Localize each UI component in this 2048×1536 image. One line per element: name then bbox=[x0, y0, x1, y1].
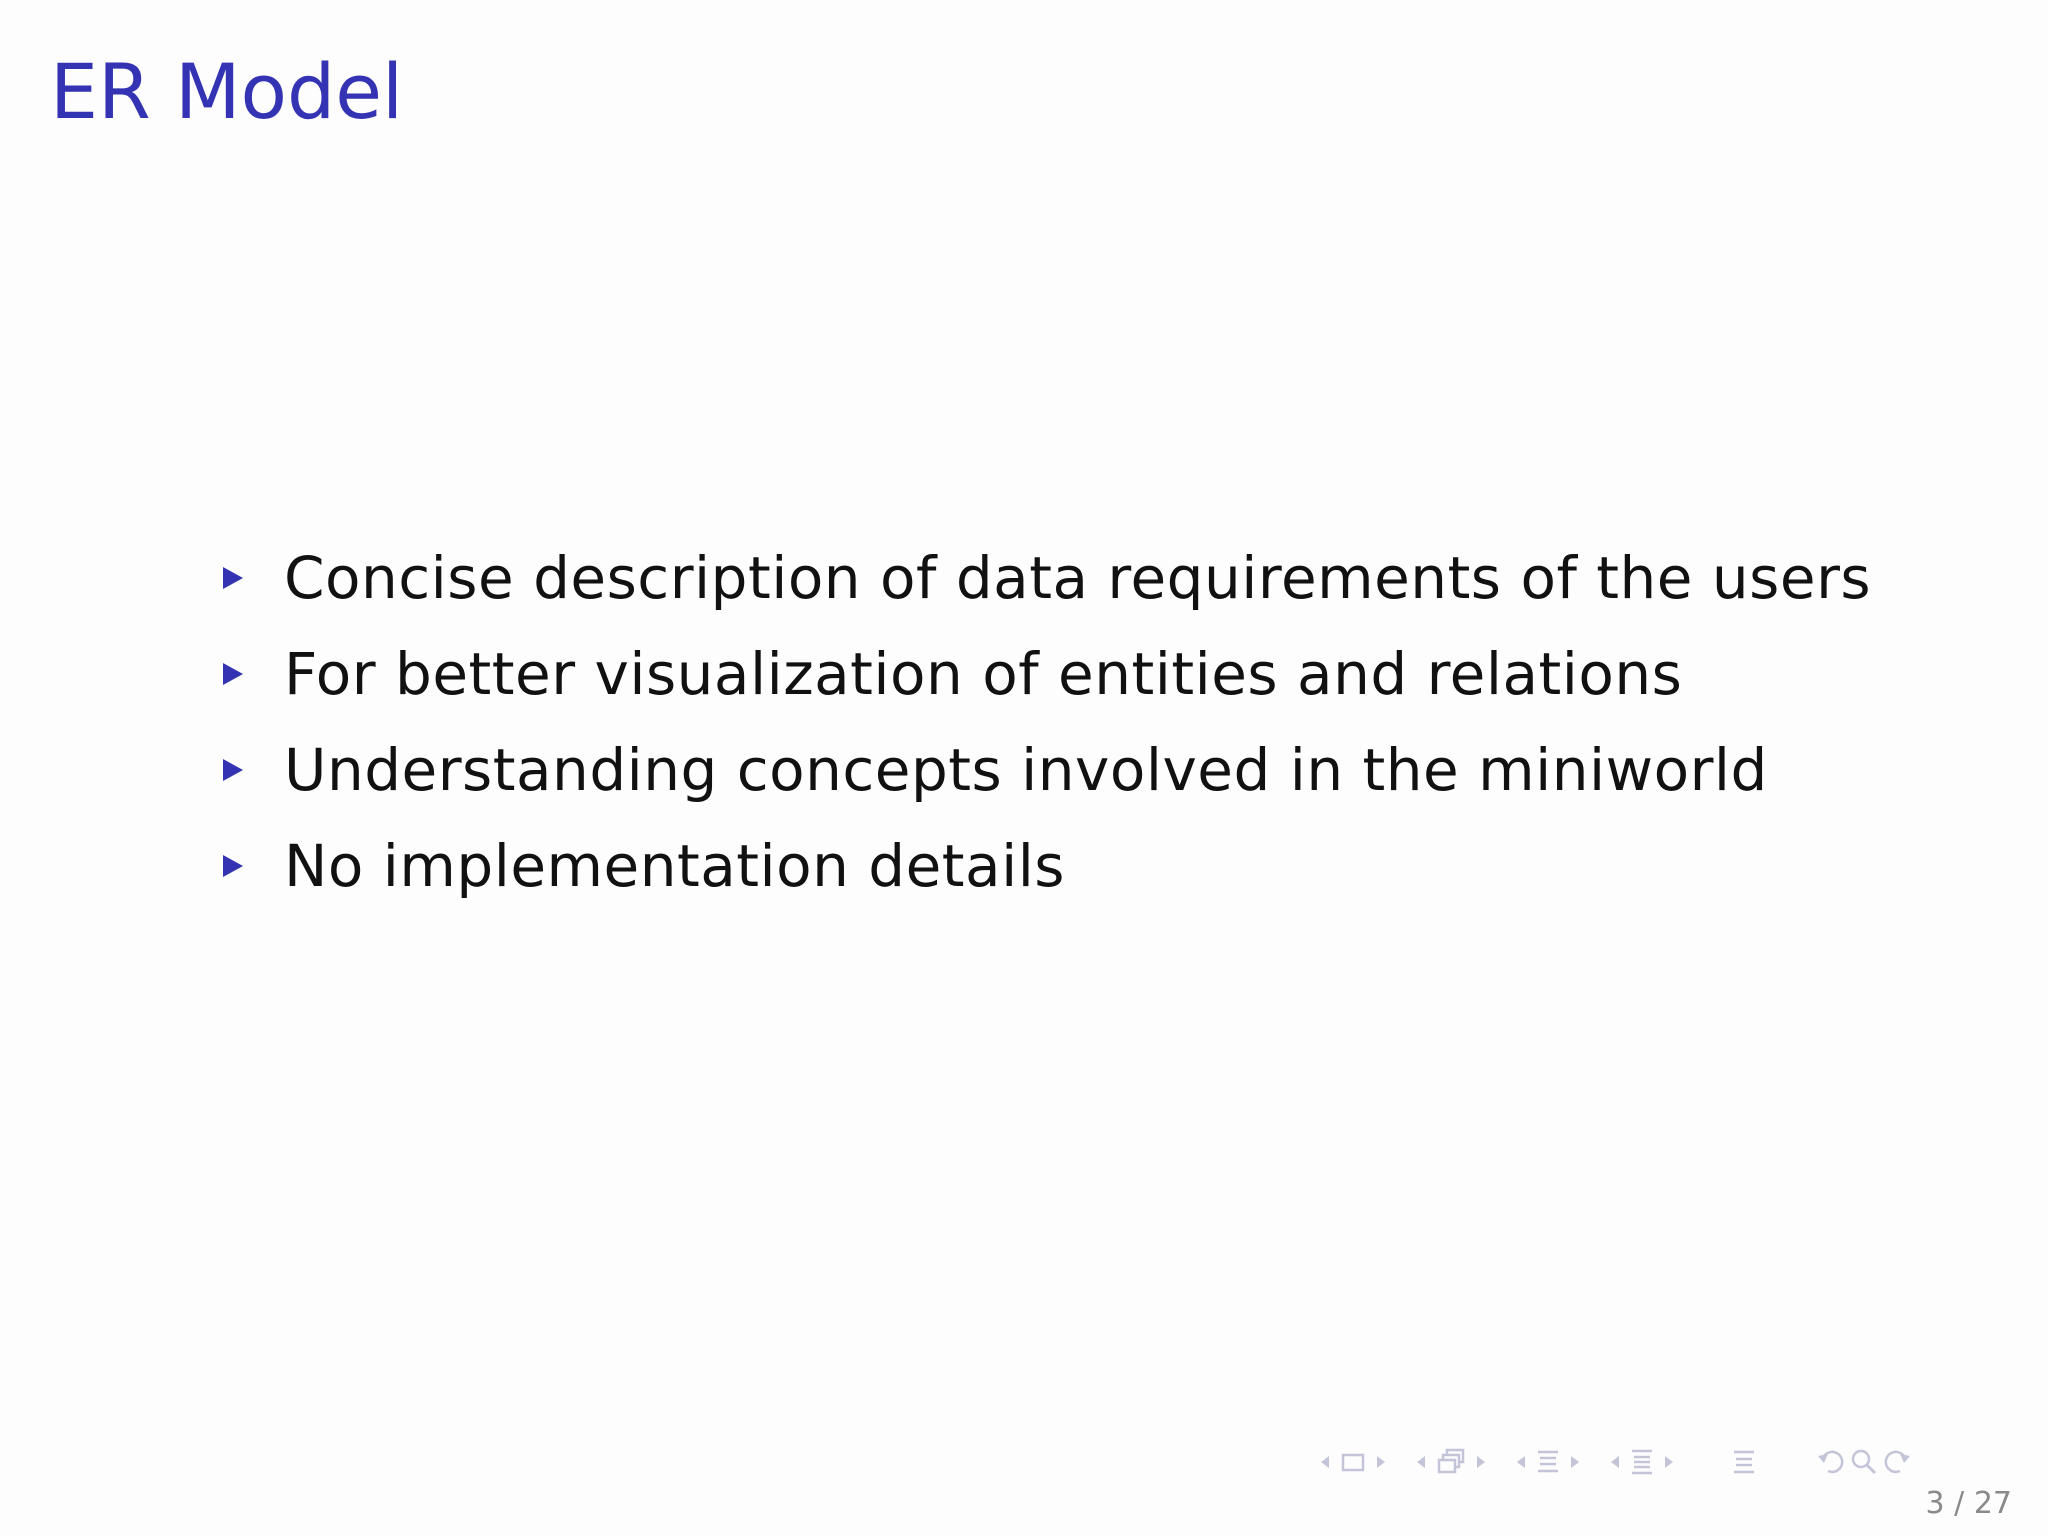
frame-icon[interactable] bbox=[1430, 1444, 1472, 1480]
next-section-arrow-icon[interactable] bbox=[1660, 1444, 1678, 1480]
bullet-item bbox=[220, 530, 1871, 626]
prev-section-arrow-icon[interactable] bbox=[1606, 1444, 1624, 1480]
prev-frame-arrow-icon[interactable] bbox=[1412, 1444, 1430, 1480]
triangle-bullet-icon bbox=[220, 661, 246, 687]
prev-subsection-arrow-icon[interactable] bbox=[1512, 1444, 1530, 1480]
search-icon[interactable] bbox=[1848, 1444, 1880, 1480]
bullet-text: For better visualization of entities and relations bbox=[284, 640, 1683, 708]
subsection-nav-group bbox=[1512, 1444, 1584, 1480]
prev-slide-arrow-icon[interactable] bbox=[1316, 1444, 1334, 1480]
bullet-item bbox=[220, 722, 1871, 818]
frame-nav-group bbox=[1412, 1444, 1490, 1480]
history-nav-group bbox=[1814, 1444, 1914, 1480]
triangle-bullet-icon bbox=[220, 853, 246, 879]
subsection-icon[interactable] bbox=[1530, 1444, 1566, 1480]
forward-icon[interactable] bbox=[1880, 1444, 1914, 1480]
next-frame-arrow-icon[interactable] bbox=[1472, 1444, 1490, 1480]
document-nav-group bbox=[1728, 1444, 1760, 1480]
document-icon[interactable] bbox=[1728, 1444, 1760, 1480]
back-icon[interactable] bbox=[1814, 1444, 1848, 1480]
bullet-text: Concise description of data requirements of the users bbox=[284, 544, 1872, 612]
page-counter: 3 / 27 bbox=[1925, 1486, 2012, 1521]
triangle-bullet-icon bbox=[220, 757, 246, 783]
slide-nav-group bbox=[1316, 1444, 1390, 1480]
slide-title: ER Model bbox=[50, 47, 404, 136]
next-subsection-arrow-icon[interactable] bbox=[1566, 1444, 1584, 1480]
bullet-text: Understanding concepts involved in the miniworld bbox=[284, 736, 1768, 804]
bullet-item bbox=[220, 626, 1871, 722]
section-nav-group bbox=[1606, 1444, 1678, 1480]
bullet-list bbox=[220, 530, 1871, 914]
slide-icon[interactable] bbox=[1334, 1444, 1372, 1480]
beamer-navigation-bar bbox=[1316, 1442, 1914, 1482]
next-slide-arrow-icon[interactable] bbox=[1372, 1444, 1390, 1480]
section-icon[interactable] bbox=[1624, 1444, 1660, 1480]
triangle-bullet-icon bbox=[220, 565, 246, 591]
bullet-item bbox=[220, 818, 1871, 914]
bullet-text: No implementation details bbox=[284, 832, 1066, 900]
